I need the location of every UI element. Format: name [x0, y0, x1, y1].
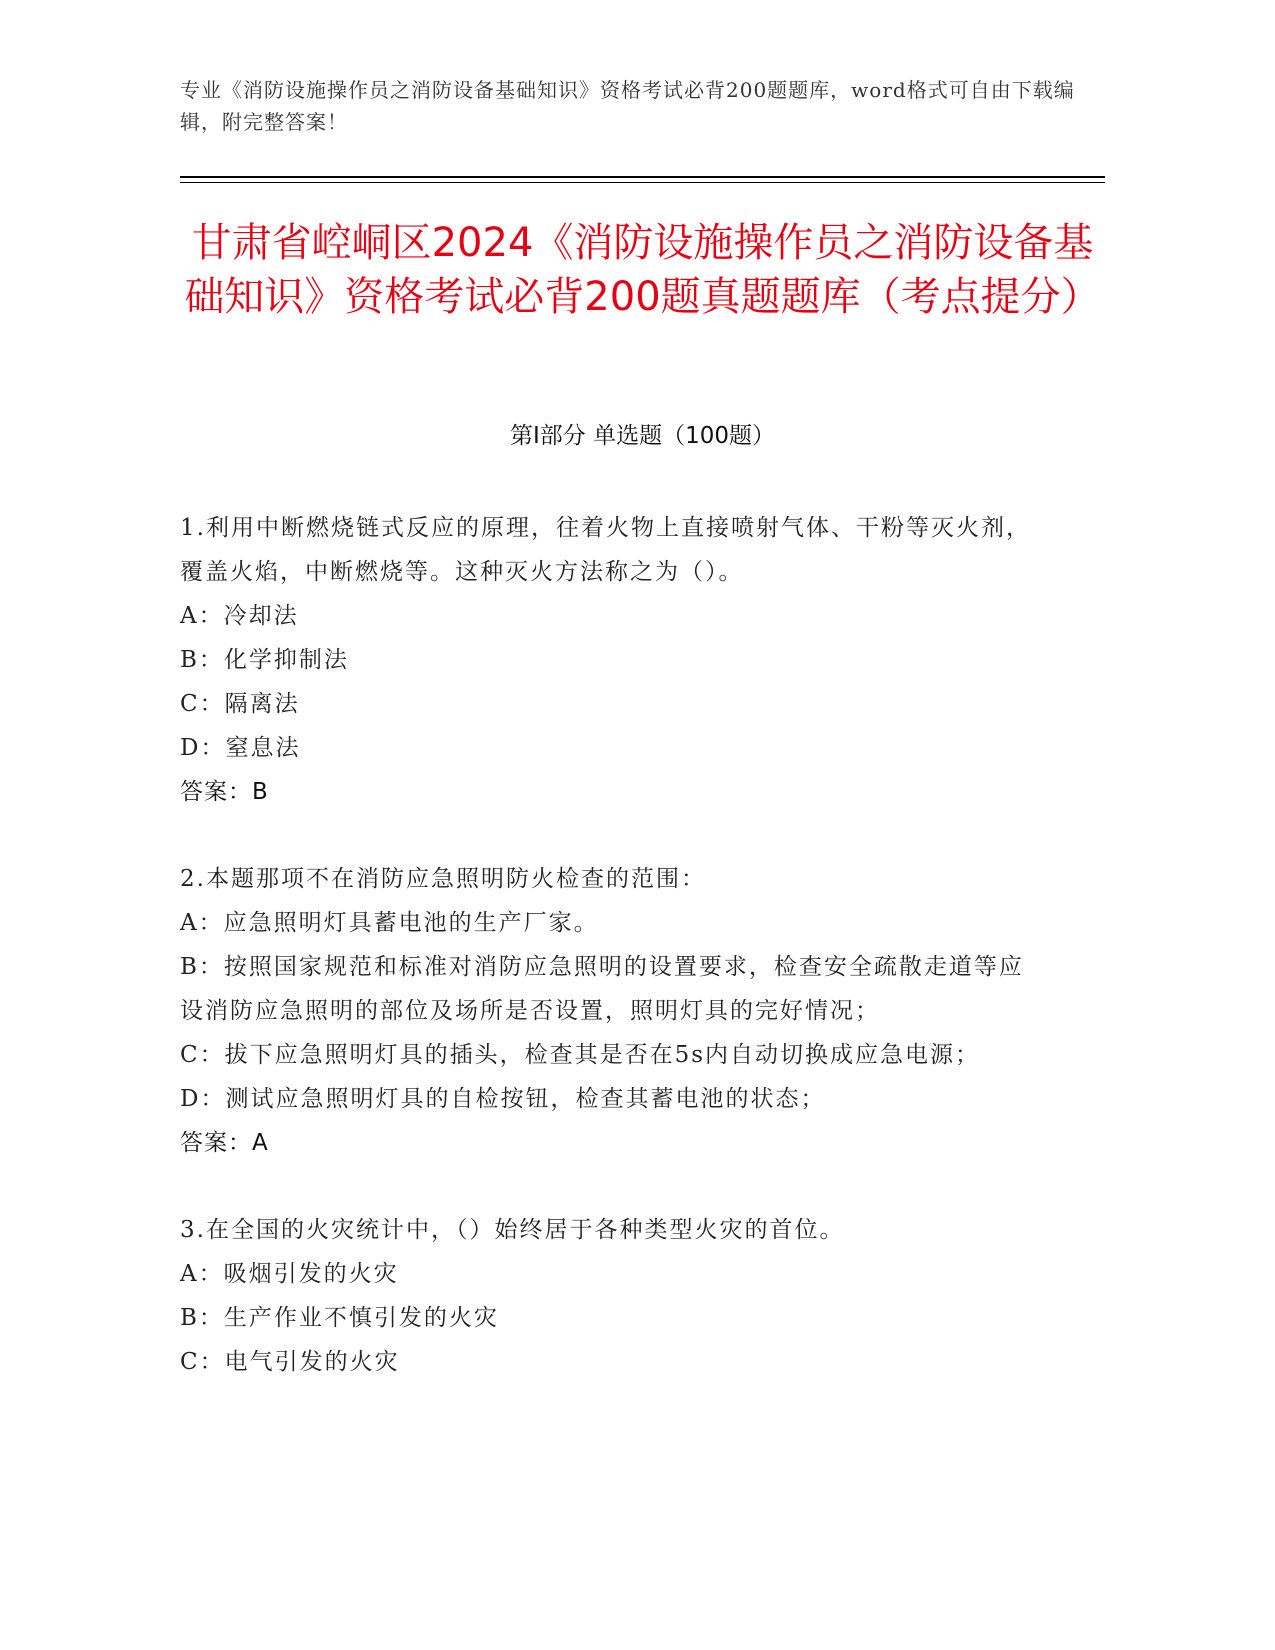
option-d: D：测试应急照明灯具的自检按钮，检查其蓄电池的状态； [180, 1086, 826, 1112]
answer-line: 答案：B [180, 779, 269, 805]
question-list [180, 506, 1040, 1427]
option-b: B：按照国家规范和标准对消防应急照明的设置要求，检查安全疏散走道等应设消防应急照明的部位及场所是否设置，照明灯具的完好情况； [180, 954, 1024, 1024]
option-a: A：冷却法 [180, 603, 299, 629]
document-title: 甘肃省崆峒区2024《消防设施操作员之消防设备基础知识》资格考试必背200题真题题库（考点提分） [184, 220, 1101, 320]
option-c: C：电气引发的火灾 [180, 1349, 400, 1375]
header-rule-thick [180, 176, 1105, 178]
question-3 [180, 1208, 1040, 1384]
question-stem: 2.本题那项不在消防应急照明防火检查的范围： [180, 866, 706, 892]
section-title: 第Ⅰ部分 单选题（100题） [510, 423, 775, 449]
question-2 [180, 857, 1040, 1165]
option-b: B：生产作业不慎引发的火灾 [180, 1305, 499, 1331]
question-stem: 3.在全国的火灾统计中，（）始终居于各种类型火灾的首位。 [180, 1217, 845, 1243]
option-d: D：窒息法 [180, 735, 301, 761]
question-stem: 1.利用中断燃烧链式反应的原理，往着火物上直接喷射气体、干粉等灭火剂，覆盖火焰，中断燃烧等。这种灭火方法称之为（）。 [180, 515, 1031, 585]
header-note: 专业《消防设施操作员之消防设备基础知识》资格考试必背200题题库，word格式可自由下载编辑，附完整答案！ [180, 78, 1075, 134]
header-rule-thin [180, 182, 1105, 183]
option-a: A：吸烟引发的火灾 [180, 1261, 399, 1287]
answer-line: 答案：A [180, 1130, 269, 1156]
option-c: C：隔离法 [180, 691, 300, 717]
option-b: B：化学抑制法 [180, 647, 349, 673]
option-c: C：拔下应急照明灯具的插头，检查其是否在5s内自动切换成应急电源； [180, 1042, 981, 1068]
question-1 [180, 506, 1040, 814]
option-a: A：应急照明灯具蓄电池的生产厂家。 [180, 910, 599, 936]
